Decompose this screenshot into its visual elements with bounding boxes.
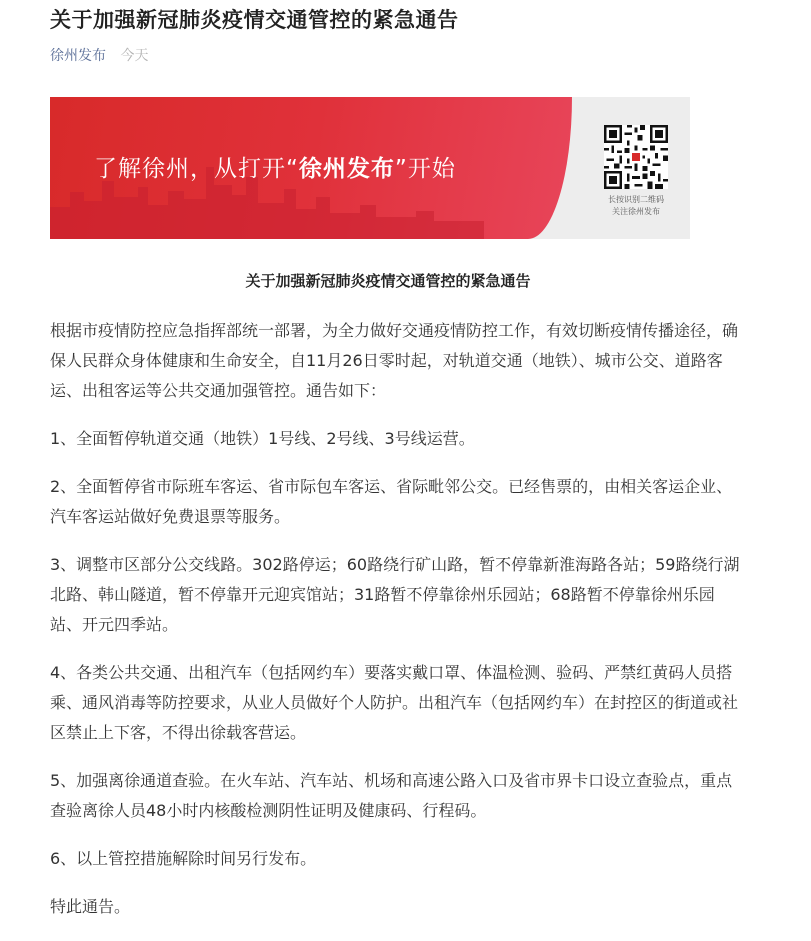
slogan-suffix: ”开始 — [394, 156, 456, 182]
qr-caption — [590, 194, 682, 218]
notice-paragraph: 根据市疫情防控应急指挥部统一部署，为全力做好交通疫情防控工作，有效切断疫情传播途径，确保人民群众身体健康和生命安全，自11月26日零时起，对轨道交通（地铁）、城市公交、道路客运、出租客运等公共交通加强管控。通告如下： — [50, 321, 739, 400]
notice-paragraph: 5、加强离徐通道查验。在火车站、汽车站、机场和高速公路入口及省市界卡口设立查验点，重点查验离徐人员48小时内核酸检测阴性证明及健康码、行程码。 — [50, 771, 733, 820]
notice-heading: 关于加强新冠肺炎疫情交通管控的紧急通告 — [245, 272, 531, 290]
account-name-link[interactable]: 徐州发布 — [50, 48, 106, 64]
slogan-highlight: 徐州发布 — [298, 156, 395, 182]
promo-banner[interactable] — [50, 97, 690, 239]
banner-slogan — [94, 150, 456, 183]
slogan-prefix: 了解徐州，从打开“ — [94, 156, 299, 182]
qr-caption-line2: 关注徐州发布 — [612, 207, 660, 216]
notice-body — [50, 316, 740, 940]
article-meta — [50, 45, 148, 65]
qr-caption-line1: 长按识别二维码 — [608, 195, 664, 204]
qr-code-icon[interactable] — [604, 125, 668, 189]
notice-paragraph: 3、调整市区部分公交线路。302路停运；60路绕行矿山路，暂不停靠新淮海路各站；59路绕行湖北路、韩山隧道，暂不停靠开元迎宾馆站；31路暂不停靠徐州乐园站；68路暂不停靠徐州乐园站、开元四季站。 — [50, 555, 740, 634]
notice-paragraph: 特此通告。 — [50, 897, 131, 916]
article-title: 关于加强新冠肺炎疫情交通管控的紧急通告 — [50, 8, 459, 32]
notice-paragraph: 2、全面暂停省市际班车客运、省市际包车客运、省际毗邻公交。已经售票的，由相关客运企业、汽车客运站做好免费退票等服务。 — [50, 477, 733, 526]
publish-date: 今天 — [120, 48, 149, 64]
notice-paragraph: 6、以上管控措施解除时间另行发布。 — [50, 849, 317, 868]
notice-paragraph: 4、各类公共交通、出租汽车（包括网约车）要落实戴口罩、体温检测、验码、严禁红黄码人员搭乘、通风消毒等防控要求，从业人员做好个人防护。出租汽车（包括网约车）在封控区的街道或社区禁止上下客，不得出徐载客营运。 — [50, 663, 739, 742]
banner-red-panel — [50, 97, 572, 239]
notice-paragraph: 1、全面暂停轨道交通（地铁）1号线、2号线、3号线运营。 — [50, 429, 475, 448]
